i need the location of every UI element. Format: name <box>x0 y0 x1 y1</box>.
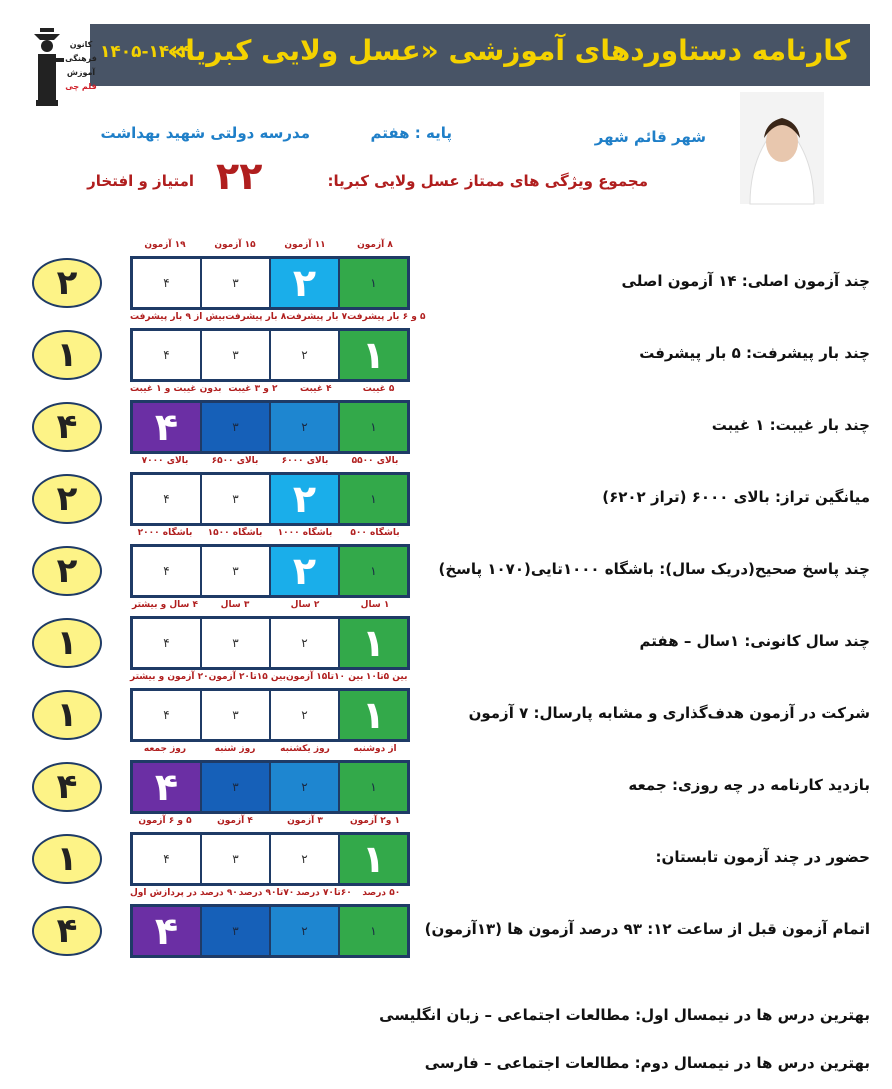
tier-cell: ۴ <box>133 691 200 739</box>
row-question: بازدید کارنامه در چه روزی: جمعه <box>628 776 870 794</box>
row-score-badge: ۴ <box>32 762 102 812</box>
row-tier-label: ۶۰تا۷۰ درصد <box>296 888 352 898</box>
tier-cell: ۱ <box>338 691 407 739</box>
student-photo <box>740 92 824 204</box>
row-question: اتمام آزمون قبل از ساعت ۱۲: ۹۳ درصد آزمون ها (۱۳آزمون) <box>424 920 870 938</box>
row-question: چند سال کانونی: ۱سال – هفتم <box>639 632 870 650</box>
row-tier-grid <box>130 472 410 526</box>
row-tier-label: ۳ سال <box>220 600 250 610</box>
row-labels <box>130 672 410 682</box>
row-tier-grid <box>130 400 410 454</box>
logo-line: آموزش <box>66 68 96 77</box>
tier-cell: ۲ <box>269 691 338 739</box>
row-tier-label: ۱۵ آزمون <box>214 240 256 250</box>
tier-cell: ۴ <box>133 403 200 451</box>
row-tier-label: بالای ۷۰۰۰ <box>141 456 189 466</box>
row-labels <box>130 312 426 322</box>
tier-cell: ۳ <box>200 331 269 379</box>
row-labels <box>130 240 410 250</box>
best-subjects-second-semester: بهترین درس ها در نیمسال دوم: مطالعات اجتماعی – فارسی <box>424 1054 870 1072</box>
row-tier-label: ۲۰ آزمون و بیشتر <box>130 672 209 682</box>
row-score-badge: ۱ <box>32 834 102 884</box>
tier-cell: ۴ <box>133 835 200 883</box>
row-tier-label: ۳ آزمون <box>287 816 323 826</box>
tier-cell: ۱ <box>338 763 407 811</box>
row-tier-label: ۴ غیبت <box>299 384 332 394</box>
tier-cell: ۴ <box>133 619 200 667</box>
row-tier-label: بالای ۶۵۰۰ <box>211 456 259 466</box>
row-tier-label: ۸ بار پیشرفت <box>225 312 287 322</box>
row-tier-label: بدون غیبت و ۱ غیبت <box>130 384 222 394</box>
row-question: چند بار غیبت: ۱ غیبت <box>711 416 870 434</box>
row-tier-label: بالای ۶۰۰۰ <box>281 456 329 466</box>
row-labels <box>130 600 410 610</box>
row-tier-label: بالای ۵۵۰۰ <box>351 456 399 466</box>
row-tier-label: ۵ و ۶ آزمون <box>138 816 192 826</box>
total-score: ۲۲ <box>216 154 263 198</box>
logo-line: کانون <box>69 40 93 49</box>
row-tier-label: ۱۱ آزمون <box>284 240 326 250</box>
row-tier-label: باشگاه ۲۰۰۰ <box>137 528 193 538</box>
tier-cell: ۲ <box>269 475 338 523</box>
tier-cell: ۳ <box>200 763 269 811</box>
tier-cell: ۳ <box>200 907 269 955</box>
row-tier-label: ۸ آزمون <box>357 240 393 250</box>
city-info: شهر قائم شهر <box>594 128 706 146</box>
row-score-badge: ۴ <box>32 402 102 452</box>
row-question: میانگین تراز: بالای ۶۰۰۰ (تراز ۶۲۰۲) <box>602 488 870 506</box>
row-tier-label: ۴ آزمون <box>217 816 253 826</box>
row-labels <box>130 888 410 898</box>
row-tier-label: ۲ و ۳ غیبت <box>228 384 278 394</box>
row-labels <box>130 528 410 538</box>
row-question: چند آزمون اصلی: ۱۴ آزمون اصلی <box>621 272 870 290</box>
tier-cell: ۳ <box>200 835 269 883</box>
row-score-badge: ۲ <box>32 258 102 308</box>
row-tier-grid <box>130 904 410 958</box>
row-score-badge: ۱ <box>32 330 102 380</box>
row-tier-label: ۴ سال و بیشتر <box>131 600 199 610</box>
tier-cell: ۳ <box>200 259 269 307</box>
student-avatar-icon <box>740 92 824 204</box>
tier-cell: ۲ <box>269 907 338 955</box>
tier-cell: ۲ <box>269 259 338 307</box>
row-tier-label: ۵۰ درصد <box>362 888 401 898</box>
row-tier-grid <box>130 544 410 598</box>
logo-line: فرهنگی <box>65 54 97 63</box>
row-tier-grid <box>130 832 410 886</box>
row-tier-label: ۷۰تا۹۰ درصد <box>238 888 295 898</box>
row-tier-label: ۱۹ آزمون <box>144 240 186 250</box>
tier-cell: ۱ <box>338 547 407 595</box>
tier-cell: ۴ <box>133 331 200 379</box>
header-bar <box>90 24 870 86</box>
tier-cell: ۱ <box>338 331 407 379</box>
tier-cell: ۳ <box>200 475 269 523</box>
row-tier-label: ۱ و۲ آزمون <box>349 816 401 826</box>
logo-text <box>64 38 98 94</box>
row-tier-label: روز جمعه <box>143 744 187 754</box>
row-tier-label: ۱ سال <box>360 600 390 610</box>
tier-cell: ۲ <box>269 403 338 451</box>
tier-cell: ۲ <box>269 547 338 595</box>
row-tier-label: ۵ و ۶ بار پیشرفت <box>347 312 426 322</box>
school-info: مدرسه دولتی شهید بهداشت <box>100 124 310 142</box>
tier-cell: ۳ <box>200 547 269 595</box>
row-tier-label: بیش از ۹ بار پیشرفت <box>130 312 226 322</box>
logo-line: قلم چی <box>65 82 97 91</box>
row-tier-label: روز شنبه <box>214 744 256 754</box>
tier-cell: ۴ <box>133 763 200 811</box>
row-tier-label: باشگاه ۵۰۰ <box>350 528 400 538</box>
row-tier-grid <box>130 616 410 670</box>
row-question: چند بار پیشرفت: ۵ بار پیشرفت <box>639 344 870 362</box>
row-question: چند پاسخ صحیح(دریک سال): باشگاه ۱۰۰۰تایی(۱۰۷۰ پاسخ) <box>438 560 870 578</box>
tier-cell: ۱ <box>338 475 407 523</box>
row-tier-label: ۷ بار پیشرفت <box>286 312 348 322</box>
summary-label: مجموع ویژگی های ممتاز عسل ولایی کبریا: <box>327 172 648 190</box>
tier-cell: ۱ <box>338 619 407 667</box>
tier-cell: ۴ <box>133 259 200 307</box>
kanoon-logo <box>30 22 100 112</box>
academic-year: ۱۴۰۵-۱۴۰۴ <box>100 42 191 62</box>
row-tier-label: ۲ سال <box>290 600 320 610</box>
tier-cell: ۴ <box>133 547 200 595</box>
row-tier-label: باشگاه ۱۵۰۰ <box>207 528 263 538</box>
row-tier-label: ۹۰ درصد در پردازش اول <box>130 888 238 898</box>
row-tier-grid <box>130 328 410 382</box>
row-tier-label: روز یکشنبه <box>280 744 330 754</box>
tier-cell: ۱ <box>338 907 407 955</box>
tier-cell: ۲ <box>269 331 338 379</box>
tier-cell: ۳ <box>200 403 269 451</box>
row-tier-grid <box>130 760 410 814</box>
row-tier-label: از دوشنبه <box>353 744 397 754</box>
row-labels <box>130 744 410 754</box>
tier-cell: ۳ <box>200 619 269 667</box>
best-subjects-first-semester: بهترین درس ها در نیمسال اول: مطالعات اجتماعی – زبان انگلیسی <box>379 1006 870 1024</box>
tier-cell: ۱ <box>338 259 407 307</box>
row-score-badge: ۴ <box>32 906 102 956</box>
tier-cell: ۴ <box>133 907 200 955</box>
row-labels <box>130 816 410 826</box>
row-tier-grid <box>130 256 410 310</box>
row-score-badge: ۱ <box>32 690 102 740</box>
row-score-badge: ۲ <box>32 546 102 596</box>
row-question: حضور در چند آزمون تابستان: <box>655 848 870 866</box>
row-score-badge: ۱ <box>32 618 102 668</box>
report-title: کارنامه دستاوردهای آموزشی «عسل ولایی کبریا» <box>167 34 850 67</box>
tier-cell: ۲ <box>269 763 338 811</box>
total-score-label: امتیاز و افتخار <box>87 172 194 190</box>
row-tier-label: بین ۵تا۱۰ <box>365 672 408 682</box>
row-labels <box>130 384 410 394</box>
row-labels <box>130 456 410 466</box>
row-tier-label: بین ۱۵تا۲۰ آزمون <box>208 672 286 682</box>
tier-cell: ۲ <box>269 835 338 883</box>
tier-cell: ۴ <box>133 475 200 523</box>
row-question: شرکت در آزمون هدف‌گذاری و مشابه پارسال: ۷ آزمون <box>468 704 870 722</box>
grade-info: پایه : هفتم <box>370 124 452 142</box>
row-score-badge: ۲ <box>32 474 102 524</box>
tier-cell: ۲ <box>269 619 338 667</box>
row-tier-label: ۵ غیبت <box>362 384 395 394</box>
row-tier-label: بین ۱۰تا۱۵ آزمون <box>286 672 364 682</box>
row-tier-label: باشگاه ۱۰۰۰ <box>277 528 333 538</box>
row-tier-grid <box>130 688 410 742</box>
tier-cell: ۱ <box>338 835 407 883</box>
tier-cell: ۱ <box>338 403 407 451</box>
tier-cell: ۳ <box>200 691 269 739</box>
